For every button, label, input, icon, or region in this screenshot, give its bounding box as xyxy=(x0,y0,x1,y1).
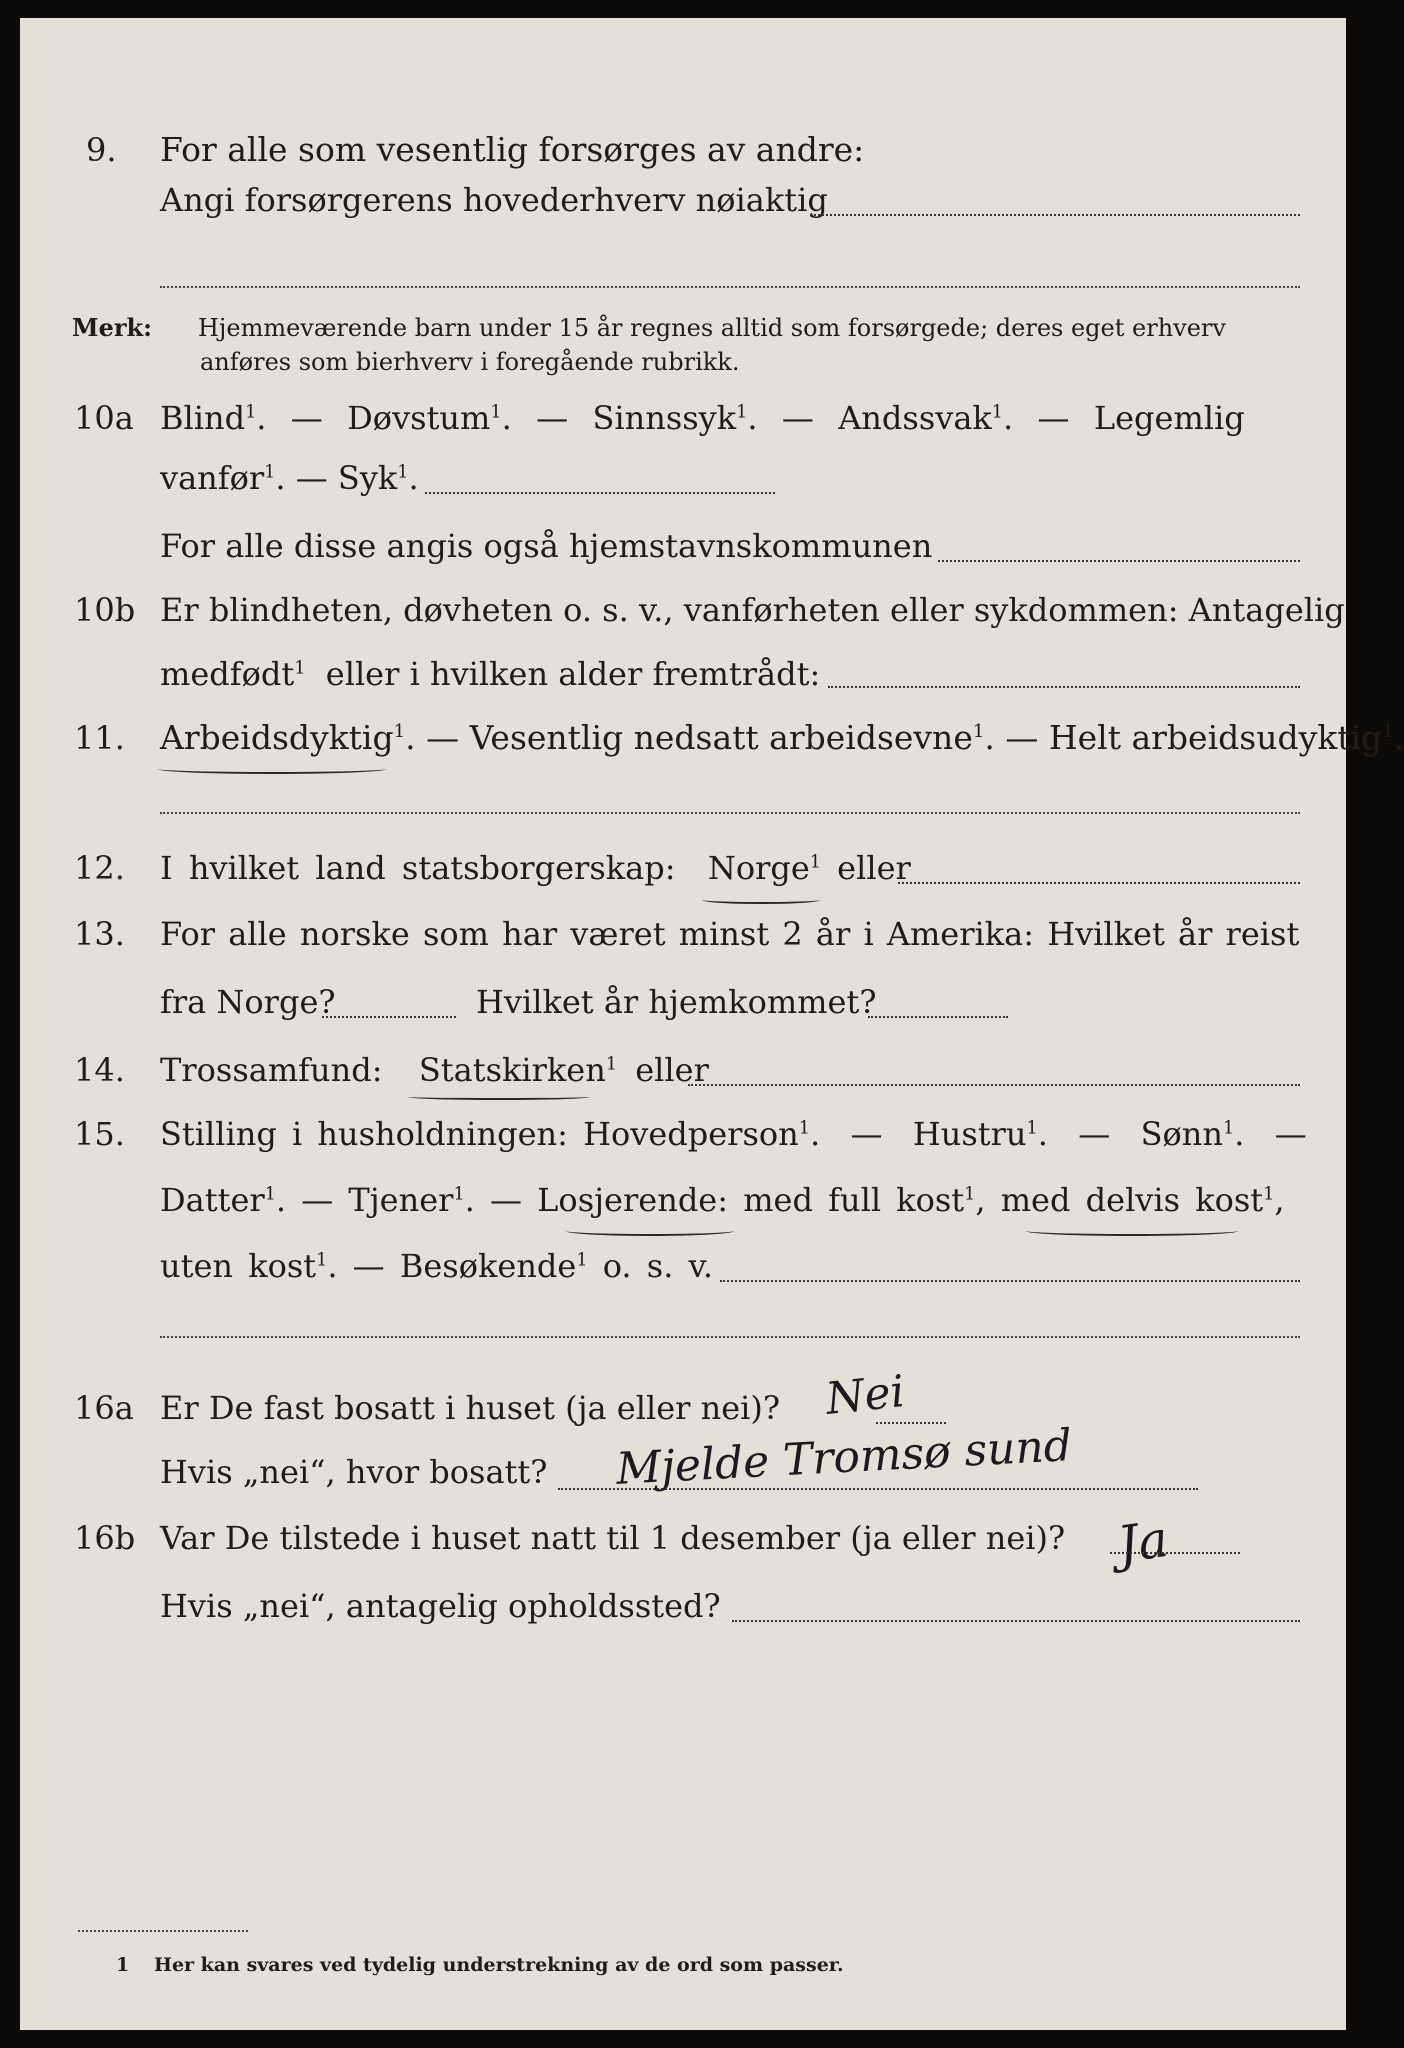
q10a-line3: For alle disse angis også hjemstavnskommunen xyxy=(160,527,933,565)
hustru-option[interactable]: Hustru xyxy=(912,1115,1027,1153)
q15-number: 15. xyxy=(74,1115,125,1153)
q16a-number: 16a xyxy=(74,1389,134,1427)
q13-number: 13. xyxy=(74,915,125,953)
losjerende-option[interactable]: Losjerende: xyxy=(537,1181,729,1219)
q10b-number: 10b xyxy=(74,591,136,629)
uten-kost-option[interactable]: uten kost xyxy=(160,1247,317,1285)
q10a-number: 10a xyxy=(74,399,134,437)
statskirken-underline xyxy=(408,1094,590,1100)
sonn-option[interactable]: Sønn xyxy=(1140,1115,1223,1153)
q13-line1: For alle norske som har været minst 2 år i Amerika: Hvilket år reist xyxy=(160,915,1300,953)
q9-answer-field[interactable] xyxy=(810,214,1300,216)
q11-number: 11. xyxy=(74,719,125,757)
norge-underline xyxy=(702,896,820,904)
arbeidsdyktig-underline xyxy=(158,764,386,774)
arbeidsudyktig-option[interactable]: Helt arbeidsudyktig xyxy=(1048,718,1383,757)
datter-option[interactable]: Datter xyxy=(160,1181,265,1219)
bosatt-field[interactable] xyxy=(558,1488,1198,1490)
hjemkommet-year-field[interactable] xyxy=(868,1016,1008,1018)
norge-option[interactable]: Norge xyxy=(707,849,810,887)
q12-answer-field[interactable] xyxy=(898,882,1300,884)
q15-line3: uten kost$^1$. — Besøkende$^1$ o. s. v. xyxy=(160,1247,713,1285)
andssvak-option[interactable]: Andssvak xyxy=(838,399,992,437)
footnote-divider xyxy=(78,1930,248,1932)
q16b-number: 16b xyxy=(74,1519,136,1557)
q16a-answer-bosatt: Mjelde Tromsø sund xyxy=(614,1420,1074,1495)
q16a-answer-nei: Nei xyxy=(823,1366,908,1425)
q9-number: 9. xyxy=(86,131,117,169)
q16a-line2: Hvis „nei“, hvor bosatt? xyxy=(160,1453,548,1491)
q14-number: 14. xyxy=(74,1051,125,1089)
q12-line: I hvilket land statsborgerskap: Norge$^1$ eller xyxy=(160,849,911,887)
q15-line1: Stilling i husholdningen: Hovedperson$^1$. — Hustru$^1$. — Sønn$^1$. — xyxy=(160,1115,1307,1153)
footnote-mark: 1 xyxy=(116,1954,130,1976)
q14-line: Trossamfund: Statskirken$^1$ eller xyxy=(160,1051,709,1089)
statskirken-option[interactable]: Statskirken xyxy=(418,1051,606,1089)
full-kost-option[interactable]: med full kost xyxy=(743,1181,965,1219)
q13-fra-norge: fra Norge? xyxy=(160,983,336,1021)
q10a-answer-field[interactable] xyxy=(425,492,775,494)
hjemstavnskommune-field[interactable] xyxy=(938,560,1300,562)
arbeidsdyktig-option[interactable]: Arbeidsdyktig xyxy=(160,718,394,757)
q15-blank-line[interactable] xyxy=(160,1336,1300,1338)
syk-option[interactable]: Syk xyxy=(337,459,398,497)
q10a-line2: vanfør$^1$. — Syk$^1$. xyxy=(160,459,419,497)
q15-answer-field[interactable] xyxy=(720,1280,1300,1282)
besokende-option[interactable]: Besøkende xyxy=(399,1247,577,1285)
q16b-line1: Var De tilstede i huset natt til 1 desember (ja eller nei)? xyxy=(160,1519,1066,1557)
blind-option[interactable]: Blind xyxy=(160,399,246,437)
merk-line2: anføres som bierhverv i foregående rubrikk. xyxy=(200,348,740,376)
q16b-answer-field[interactable] xyxy=(1110,1552,1240,1554)
q14-answer-field[interactable] xyxy=(688,1084,1300,1086)
q15-line2: Datter$^1$. — Tjener$^1$. — Losjerende: med full kost$^1$, med delvis kost$^1$, xyxy=(160,1181,1285,1219)
medfodt-option[interactable]: medfødt xyxy=(160,655,295,693)
q12-number: 12. xyxy=(74,849,125,887)
tjener-option[interactable]: Tjener xyxy=(348,1181,454,1219)
delvis-kost-option[interactable]: med delvis kost xyxy=(1000,1181,1264,1219)
reist-year-field[interactable] xyxy=(322,1016,456,1018)
q16a-answer-field[interactable] xyxy=(876,1422,946,1424)
q9-line1: For alle som vesentlig forsørges av andre: xyxy=(160,130,865,169)
vanfor-option[interactable]: vanfør xyxy=(160,459,265,497)
q10b-line1: Er blindheten, døvheten o. s. v., vanførheten eller sykdommen: Antagelig xyxy=(160,591,1345,629)
sinnssyk-option[interactable]: Sinnssyk xyxy=(592,399,737,437)
q16b-line2: Hvis „nei“, antagelig opholdssted? xyxy=(160,1587,721,1625)
losjerende-underline xyxy=(566,1226,734,1236)
census-form-page xyxy=(20,18,1404,2030)
delvis-kost-underline xyxy=(1026,1226,1238,1236)
nedsatt-arbeidsevne-option[interactable]: Vesentlig nedsatt arbeidsevne xyxy=(469,718,973,757)
q13-hjemkommet: Hvilket år hjemkommet? xyxy=(476,983,877,1021)
q16a-line1: Er De fast bosatt i huset (ja eller nei)? xyxy=(160,1389,781,1427)
legemlig-label[interactable]: Legemlig xyxy=(1093,399,1245,437)
q10b-answer-field[interactable] xyxy=(828,686,1300,688)
q11-line: Arbeidsdyktig$^1$. — Vesentlig nedsatt arbeidsevne$^1$. — Helt arbeidsudyktig$^1$. xyxy=(160,718,1404,757)
q9-line2: Angi forsørgerens hovederhverv nøiaktig xyxy=(160,181,828,219)
q10a-line1: Blind$^1$. — Døvstum$^1$. — Sinnssyk$^1$. — Andssvak$^1$. — Legemlig xyxy=(160,399,1245,437)
merk-label: Merk: xyxy=(72,313,152,342)
q16b-answer-ja: Ja xyxy=(1114,1509,1172,1575)
dovstum-option[interactable]: Døvstum xyxy=(347,399,491,437)
merk-line1: Hjemmeværende barn under 15 år regnes alltid som forsørgede; deres eget erhverv xyxy=(198,314,1226,342)
q9-blank-line[interactable] xyxy=(160,286,1300,288)
q11-blank-line[interactable] xyxy=(160,812,1300,814)
q10b-line2: medfødt$^1$ eller i hvilken alder fremtrådt: xyxy=(160,655,821,693)
opholdssted-field[interactable] xyxy=(732,1620,1300,1622)
footnote-text: Her kan svares ved tydelig understrekning av de ord som passer. xyxy=(154,1954,844,1976)
